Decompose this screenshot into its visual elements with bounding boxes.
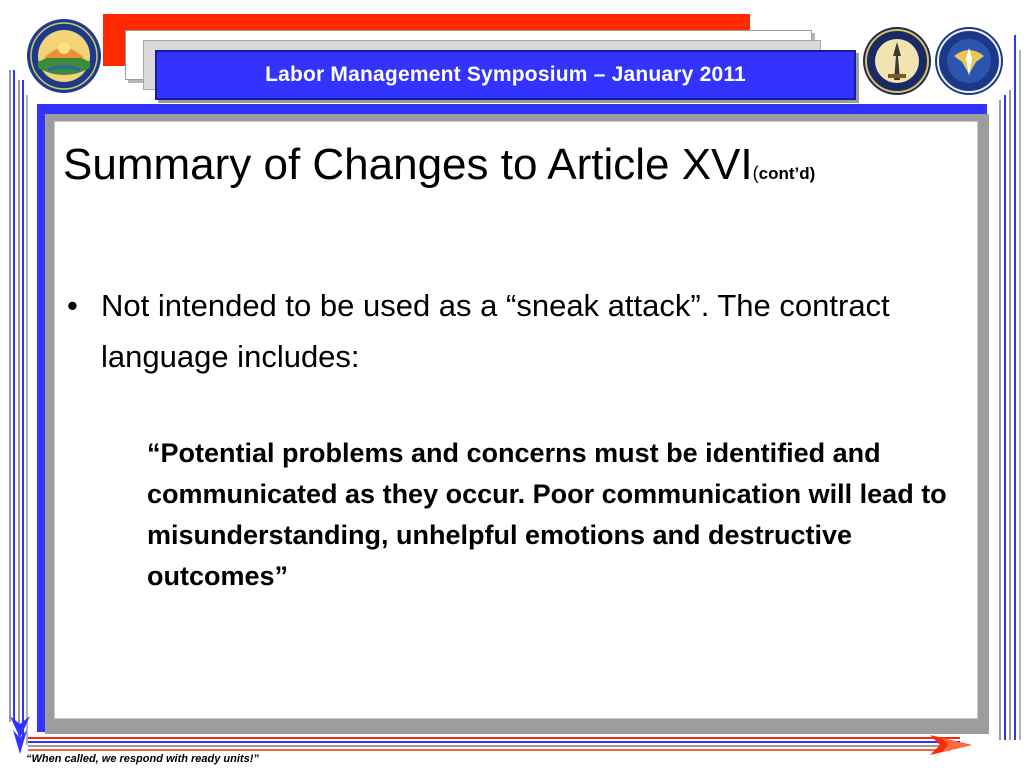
air-national-guard-seal-icon [934, 26, 1004, 96]
bullet-marker: • [67, 288, 78, 323]
arrow-right-icon [930, 732, 974, 763]
footer-motto: “When called, we respond with ready units!” [26, 753, 259, 765]
bullet-item [67, 280, 967, 382]
slide-title-main: Summary of Changes to Article XVI [63, 140, 753, 189]
bullet-text: Not intended to be used as a “sneak attack”. The contract language includes: [101, 288, 890, 374]
bullet-list [67, 280, 967, 382]
header-banner [155, 50, 856, 100]
slide-content-panel [54, 121, 978, 719]
state-seal-icon [26, 18, 102, 94]
header-title: Labor Management Symposium – January 2011 [265, 63, 746, 86]
slide-title-suffix: cont’d) [758, 164, 816, 183]
slide-title-paren: ( [752, 163, 759, 183]
army-national-guard-seal-icon [862, 26, 932, 96]
slide-title [63, 140, 815, 190]
contract-quote: “Potential problems and concerns must be identified and communicated as they occur. Poor communication will lead to misunderstanding, unhelpful emotions and destructive outcomes” [147, 438, 947, 591]
